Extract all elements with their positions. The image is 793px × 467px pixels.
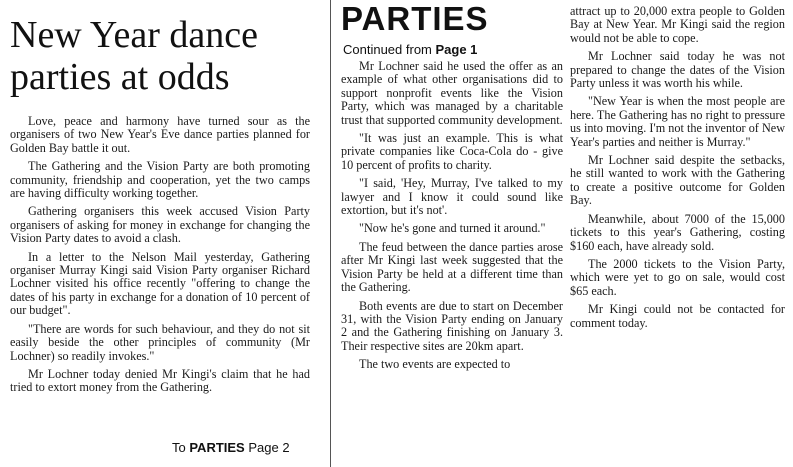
- right-story-column-2: [570, 5, 785, 335]
- paragraph: In a letter to the Nelson Mail yesterday, Gathering organiser Murray Kingi said Vision Party organiser Richard Lochner visited his office recently "offering to change the dates of his party in exchange for a donation of 10 percent of our budget".: [10, 249, 310, 318]
- continued-line: [343, 42, 477, 57]
- paragraph: Meanwhile, about 7000 of the 15,000 tickets to this year's Gathering, costing $160 each, have already sold.: [570, 211, 785, 253]
- paragraph: The feud between the dance parties arose after Mr Kingi last week suggested that the Vision Party be held at a different time than the Gathering.: [341, 239, 563, 295]
- paragraph: "I said, 'Hey, Murray, I've talked to my lawyer and I know it could sound like extortion, but it's not'.: [341, 176, 563, 218]
- continued-prefix: Continued from: [343, 42, 436, 57]
- jump-section: PARTIES: [189, 440, 245, 455]
- headline-line-2: parties at odds: [10, 56, 230, 98]
- jump-prefix: To: [172, 440, 190, 455]
- continued-page: Page 1: [435, 42, 478, 57]
- paragraph: Mr Lochner said he used the offer as an example of what other organisations did to support nonprofit events like the Vision Party, which was managed by a charitable trust that supported community development.: [341, 59, 563, 127]
- paragraph: Both events are due to start on December 31, with the Vision Party ending on January 2 and the Gathering finishing on January 3. Their respective sites are 20km apart.: [341, 298, 563, 353]
- paragraph: The two events are expected to: [359, 357, 511, 372]
- jump-line: [172, 440, 290, 455]
- paragraph: "New Year is when the most people are here. The Gathering has no right to pressure us into moving. I'm not the inventor of New Year's parties and neither is Murray.": [570, 94, 785, 149]
- paragraph: Mr Lochner today denied Mr Kingi's claim that he had tried to extort money from the Gathering.: [10, 366, 310, 395]
- paragraph: The 2000 tickets to the Vision Party, which were yet to go on sale, would cost $65 each.: [570, 256, 785, 298]
- paragraph: attract up to 20,000 extra people to Golden Bay at New Year. Mr Kingi said the region would not be able to cope.: [570, 4, 785, 45]
- paragraph: "It was just an example. This is what private companies like Coca-Cola do - give 10 percent of profits to charity.: [341, 131, 563, 172]
- paragraph: Mr Lochner said despite the setbacks, he still wanted to work with the Gathering to create a positive outcome for Golden Bay.: [570, 153, 785, 208]
- paragraph: Gathering organisers this week accused Vision Party organisers of asking for money in exchange for changing the Vision Party dates to avoid a clash.: [10, 204, 310, 246]
- paragraph: Mr Lochner said today he was not prepared to change the dates of the Vision Party unless it was worth his while.: [570, 49, 785, 91]
- paragraph: The Gathering and the Vision Party are both promoting community, friendship and cooperation, yet the two camps are having difficulty working together.: [10, 159, 310, 201]
- section-header: PARTIES: [341, 0, 489, 37]
- jump-page: Page 2: [244, 440, 290, 455]
- paragraph: Mr Kingi could not be contacted for comment today.: [570, 302, 785, 330]
- left-story-body: [10, 115, 310, 400]
- column-divider: [330, 0, 331, 467]
- paragraph: "There are words for such behaviour, and they do not sit easily beside the other principles of community (Mr Lochner) so readily invokes.": [10, 321, 310, 363]
- headline-line-1: New Year dance: [10, 14, 258, 56]
- paragraph: "Now he's gone and turned it around.": [359, 221, 546, 236]
- paragraph: Love, peace and harmony have turned sour as the organisers of two New Year's Eve dance parties planned for Golden Bay battle it out.: [10, 114, 310, 155]
- headline: [10, 14, 320, 98]
- right-story-column-1: [341, 60, 563, 377]
